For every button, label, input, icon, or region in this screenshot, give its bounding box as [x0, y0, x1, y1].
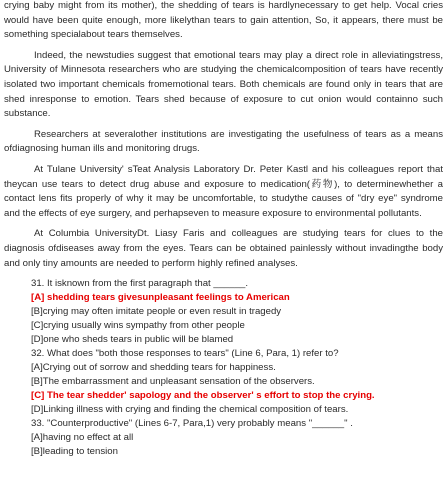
question-32-option-d: [D]Linking illness with crying and finding the chemical composition of tears.	[31, 404, 349, 416]
question-33-option-b: [B]leading to tension	[31, 446, 118, 458]
paragraph-2: Indeed, the newstudies suggest that emotional tears may play a direct role in alleviatingstress, University of Minnesota researchers who are studying the chemicalcomposition of tears have recently isolated two important chemicals fromemotional tears. Both chemicals are found only in tears that are shed inresponse to emotion. Tears shed because of exposure to cut onion would containno such substance.	[4, 49, 443, 120]
question-31-option-b: [B]crying may often imitate people or even result in tragedy	[31, 306, 282, 318]
question-31-option-d: [D]one who sheds tears in public will be blamed	[31, 334, 234, 346]
question-31: 31. It isknown from the first paragraph that ______.	[31, 278, 249, 290]
questions-list	[0, 277, 447, 459]
question-32: 32. What does "both those responses to tears" (Line 6, Para, 1) refer to?	[31, 348, 339, 360]
paragraph-4: At Tulane University' sTeat Analysis Laboratory Dr. Peter Kastl and his colleagues report that theycan use tears to detect drug abuse and exposure to medication(药物), to determinewhether a contact lens fits properly of why it may be uncomfortable, to studythe causes of "dry eye" syndrome and the effects of eye surgery, and perhapseven to measure exposure to environmental pollutants.	[4, 163, 443, 219]
question-32-option-b: [B]The embarrassment and unpleasant sensation of the observers.	[31, 376, 315, 388]
paragraph-5: At Columbia UniversityDt. Liasy Faris and colleagues are studying tears for clues to the diagnosis ofdiseases away from the eyes. Tears can be obtained painlessly without invadingthe body and only tiny amounts are needed to perform highly refined analyses.	[4, 228, 443, 269]
question-33-option-a: [A]having no effect at all	[31, 432, 134, 444]
question-31-option-c: [C]crying usually wins sympathy from other people	[31, 320, 245, 332]
question-32-option-c: [C] The tear shedder' sapology and the observer' s effort to stop the crying.	[31, 390, 375, 402]
paragraph-1: crying baby might from its mother), the shedding of tears is hardlynecessary to get help. Vocal cries would have been quite enough, more likelythan tears to gain attention, So, it appears, there must be something specialabout tears themselves.	[4, 0, 443, 41]
paragraph-3: Researchers at severalother institutions are investigating the usefulness of tears as a means ofdiagnosing human ills and monitoring drugs.	[4, 128, 443, 155]
question-32-option-a: [A]Crying out of sorrow and shedding tears for happiness.	[31, 362, 276, 374]
question-33: 33. "Counterproductive" (Lines 6-7, Para,1) very probably means "______" .	[31, 418, 353, 430]
question-31-option-a: [A] shedding tears givesunpleasant feelings to American	[31, 292, 290, 304]
